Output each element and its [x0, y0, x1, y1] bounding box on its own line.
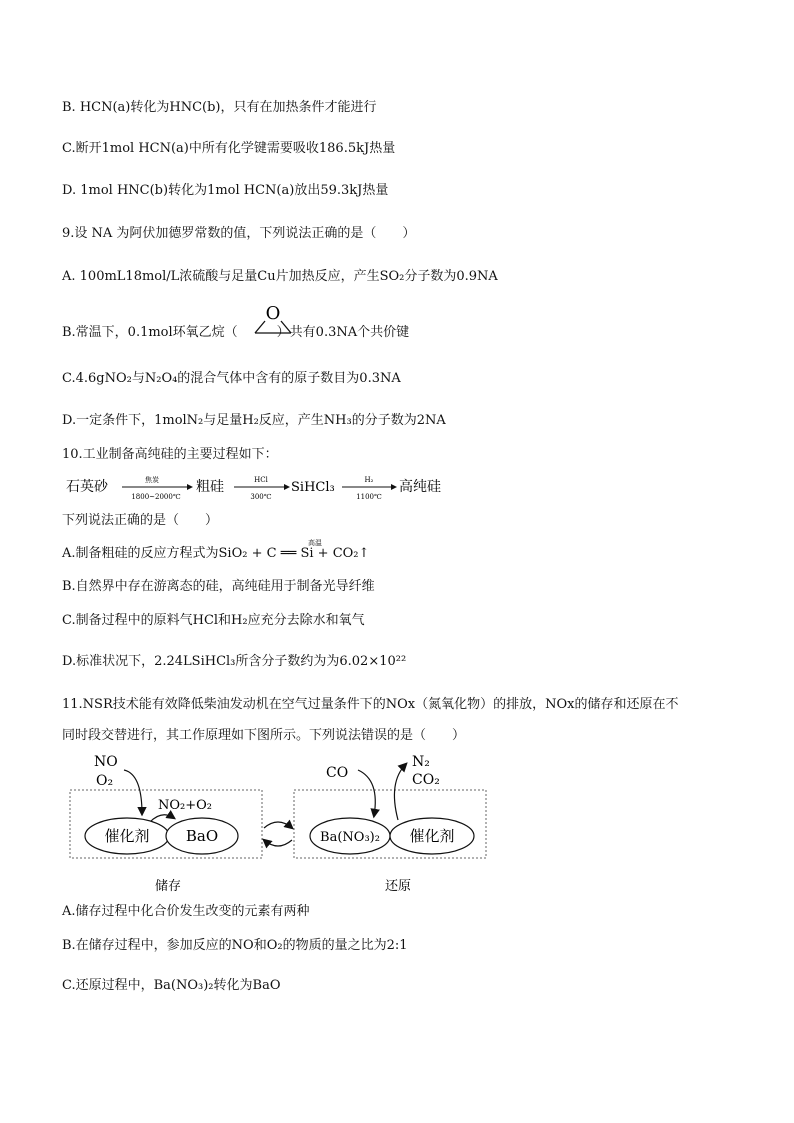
caption-reduction: 还原	[384, 879, 412, 894]
condition-2: 300℃	[250, 493, 272, 501]
line-10a: A.制备粗硅的反应方程式为SiO₂ + C ══ Si + CO₂↑	[62, 546, 370, 561]
step-pure-silicon: 高纯硅	[399, 479, 441, 495]
reagent-coke: 焦炭	[145, 476, 159, 484]
bao-label: BaO	[185, 827, 219, 845]
condition-3: 1100℃	[356, 493, 382, 501]
input-o2: O₂	[96, 773, 114, 789]
condition-1: 1800~2000℃	[131, 493, 181, 501]
line-8d: D. 1mol HNC(b)转化为1mol HCN(a)放出59.3kJ热量	[62, 183, 389, 198]
reaction-condition: 高温	[308, 539, 322, 547]
input-co: CO	[326, 765, 349, 781]
line-9b: B.常温下，0.1mol环氧乙烷（ ）共有0.3NA个共价键	[62, 325, 410, 340]
line-8c: C.断开1mol HCN(a)中所有化学键需要吸收186.5kJ热量	[62, 141, 396, 156]
line-10c: C.制备过程中的原料气HCl和H₂应充分去除水和氧气	[62, 613, 365, 628]
catalyst-label-left: 催化剂	[104, 827, 150, 845]
question-11-stem-1: 11.NSR技术能有效降低柴油发动机在空气过量条件下的NOx（氮氧化物）的排放，NOx的储存和还原在不	[62, 697, 679, 712]
line-11b: B.在储存过程中，参加反应的NO和O₂的物质的量之比为2:1	[62, 938, 408, 953]
step-sihcl3: SiHCl₃	[291, 480, 335, 495]
output-co2: CO₂	[412, 772, 440, 788]
question-10-stem: 10.工业制备高纯硅的主要过程如下：	[62, 447, 278, 462]
catalyst-label-right: 催化剂	[409, 827, 455, 845]
epoxide-structure	[250, 305, 296, 335]
store-product: NO₂+O₂	[158, 798, 213, 813]
line-9d: D.一定条件下，1molN₂与足量H₂反应，产生NH₃的分子数为2NA	[62, 413, 446, 428]
line-11a: A.储存过程中化合价发生改变的元素有两种	[62, 904, 310, 919]
question-10-prompt: 下列说法正确的是（ ）	[62, 513, 219, 528]
output-n2: N₂	[412, 754, 430, 770]
line-10d: D.标准状况下，2.24LSiHCl₃所含分子数约为为6.02×10²²	[62, 654, 407, 669]
silicon-process-flow	[62, 474, 522, 504]
question-11-stem-2: 同时段交替进行，其工作原理如下图所示。下列说法错误的是（ ）	[62, 728, 466, 743]
nsr-diagram	[62, 752, 502, 902]
ba-nitrate-label: Ba(NO₃)₂	[320, 830, 380, 845]
line-10b: B.自然界中存在游离态的硅，高纯硅用于制备光导纤维	[62, 579, 375, 594]
line-11c: C.还原过程中，Ba(NO₃)₂转化为BaO	[62, 978, 281, 993]
question-9-stem: 9.设 NA 为阿伏加德罗常数的值，下列说法正确的是（ ）	[62, 226, 416, 241]
line-8b: B. HCN(a)转化为HNC(b)，只有在加热条件才能进行	[62, 100, 377, 115]
caption-storage: 储存	[154, 879, 182, 894]
reagent-h2: H₂	[364, 476, 374, 484]
epoxide-oxygen-label: O	[265, 305, 281, 324]
line-9a: A. 100mL18mol/L浓硫酸与足量Cu片加热反应，产生SO₂分子数为0.9NA	[62, 269, 498, 284]
reagent-hcl: HCl	[254, 476, 268, 484]
input-no: NO	[94, 754, 118, 770]
step-crude-silicon: 粗硅	[196, 479, 224, 495]
line-9c: C.4.6gNO₂与N₂O₄的混合气体中含有的原子数目为0.3NA	[62, 371, 401, 386]
step-quartz-sand: 石英砂	[66, 479, 108, 495]
